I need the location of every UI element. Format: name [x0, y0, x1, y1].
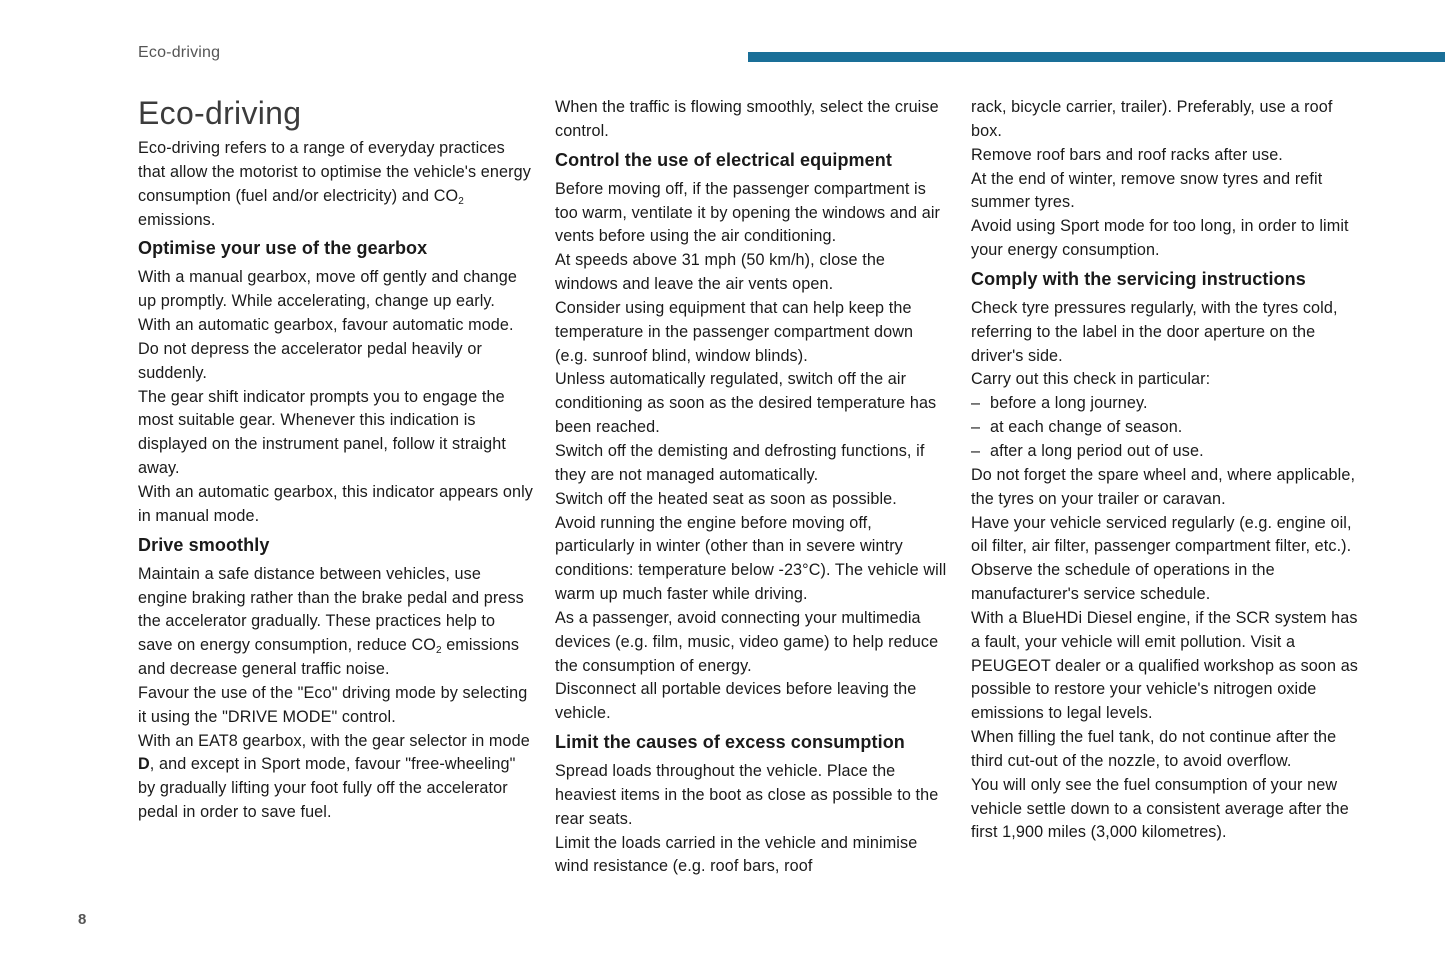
excess-paragraph-4: At the end of winter, remove snow tyres and refit summer tyres.	[971, 169, 1323, 212]
electrical-paragraph-3: Consider using equipment that can help keep the temperature in the passenger compartment down (e.g. sunroof blind, window blinds).	[555, 298, 914, 365]
servicing-paragraph-1: Check tyre pressures regularly, with the tyres cold, referring to the label in the door aperture on the driver's side.	[971, 298, 1338, 365]
electrical-paragraph-1: Before moving off, if the passenger compartment is too warm, ventilate it by opening the windows and air vents before using the air conditioning.	[555, 179, 941, 246]
smooth-text: With an EAT8 gearbox, with the gear selector in mode	[138, 731, 530, 750]
smooth-paragraph-2: Favour the use of the "Eco" driving mode by selecting it using the "DRIVE MODE" control.	[138, 683, 528, 726]
dash-bullet: –	[971, 394, 981, 413]
list-item	[971, 392, 1366, 416]
electrical-paragraph-7: Avoid running the engine before moving off, particularly in winter (other than in severe wintry conditions: temperature below -23°C). The vehicle will warm up much faster while driving.	[555, 513, 947, 604]
list-item-text: after a long period out of use.	[990, 441, 1204, 460]
cruise-paragraph: When the traffic is flowing smoothly, select the cruise control.	[555, 98, 939, 140]
list-item	[971, 416, 1366, 440]
excess-paragraph-3: Remove roof bars and roof racks after use.	[971, 145, 1283, 164]
servicing-paragraph-4: Have your vehicle serviced regularly (e.g. engine oil, oil filter, air filter, passenger compartment filter, etc.). Observe the schedule of operations in the manufacturer's service schedule.	[971, 513, 1352, 604]
excess-paragraph-2-continued: rack, bicycle carrier, trailer). Preferably, use a roof box.	[971, 98, 1333, 140]
gearbox-paragraph-4: With an automatic gearbox, this indicator appears only in manual mode.	[138, 482, 534, 525]
servicing-paragraph-2: Carry out this check in particular:	[971, 370, 1211, 389]
servicing-paragraph-3: Do not forget the spare wheel and, where applicable, the tyres on your trailer or caravan.	[971, 465, 1356, 508]
electrical-paragraph-9: Disconnect all portable devices before leaving the vehicle.	[555, 680, 917, 723]
servicing-paragraph-5: With a BlueHDi Diesel engine, if the SCR system has a fault, your vehicle will emit pollution. Visit a PEUGEOT dealer or a qualified workshop as soon as possible to restore your vehicle's nitrogen oxide emissions to legal levels.	[971, 608, 1359, 723]
excess-paragraph-5: Avoid using Sport mode for too long, in order to limit your energy consumption.	[971, 217, 1349, 260]
servicing-paragraph-6: When filling the fuel tank, do not continue after the third cut-out of the nozzle, to avoid overflow.	[971, 728, 1337, 770]
electrical-paragraph-2: At speeds above 31 mph (50 km/h), close the windows and leave the air vents open.	[555, 251, 886, 294]
section-accent-bar	[748, 52, 1445, 62]
section-header-label: Eco-driving	[138, 44, 221, 61]
intro-paragraph	[138, 137, 533, 232]
smooth-paragraph-1	[138, 563, 533, 682]
page-title: Eco-driving	[138, 95, 302, 131]
dash-bullet: –	[971, 441, 981, 460]
co2-subscript: 2	[435, 645, 442, 657]
electrical-paragraph-6: Switch off the heated seat as soon as possible.	[555, 489, 897, 508]
column-3	[971, 96, 1366, 845]
check-occasions-list	[971, 392, 1366, 464]
column-1	[138, 95, 533, 825]
heading-electrical: Control the use of electrical equipment	[555, 149, 892, 170]
page-number: 8	[78, 911, 87, 928]
excess-paragraph-1: Spread loads throughout the vehicle. Place the heaviest items in the boot as close as possible to the rear seats.	[555, 762, 939, 828]
intro-text-end: emissions.	[138, 210, 216, 229]
list-item	[971, 440, 1366, 464]
co2-subscript: 2	[458, 195, 464, 207]
electrical-paragraph-8: As a passenger, avoid connecting your multimedia devices (e.g. film, music, video game) to help reduce the consumption of energy.	[555, 608, 939, 675]
electrical-paragraph-4: Unless automatically regulated, switch off the air conditioning as soon as the desired temperature has been reached.	[555, 370, 937, 437]
electrical-paragraph-5: Switch off the demisting and defrosting functions, if they are not managed automatically.	[555, 441, 925, 484]
dash-bullet: –	[971, 418, 981, 437]
heading-drive-smoothly: Drive smoothly	[138, 534, 270, 555]
smooth-paragraph-3	[138, 730, 533, 825]
gearbox-paragraph-3: The gear shift indicator prompts you to engage the most suitable gear. Whenever this indication is displayed on the instrument panel, follow it straight away.	[138, 387, 506, 478]
smooth-text: Maintain a safe distance between vehicles, use engine braking rather than the brake pedal and press the accelerator gradually. These practices help to save on energy consumption, reduce CO	[138, 564, 524, 655]
intro-text: Eco-driving refers to a range of everyday practices that allow the motorist to optimise the vehicle's energy consumption (fuel and/or electricity) and CO	[138, 139, 531, 205]
servicing-paragraph-7: You will only see the fuel consumption of your new vehicle settle down to a consistent average after the first 1,900 miles (3,000 kilometres).	[971, 775, 1349, 842]
heading-servicing: Comply with the servicing instructions	[971, 268, 1306, 289]
gearbox-paragraph-2: With an automatic gearbox, favour automatic mode. Do not depress the accelerator pedal heavily or suddenly.	[138, 316, 514, 382]
excess-paragraph-2: Limit the loads carried in the vehicle and minimise wind resistance (e.g. roof bars, roof	[555, 833, 918, 876]
column-2	[555, 96, 950, 879]
smooth-text-end: emissions and decrease general traffic noise.	[138, 636, 520, 679]
heading-gearbox: Optimise your use of the gearbox	[138, 238, 428, 259]
gearbox-paragraph-1: With a manual gearbox, move off gently and change up promptly. While accelerating, change up early.	[138, 268, 517, 311]
smooth-text-end: , and except in Sport mode, favour "free-wheeling" by gradually lifting your foot fully off the accelerator pedal in order to save fuel.	[138, 755, 516, 822]
list-item-text: at each change of season.	[990, 418, 1183, 437]
list-item-text: before a long journey.	[990, 394, 1148, 413]
heading-excess-consumption: Limit the causes of excess consumption	[555, 732, 905, 753]
gear-mode-d: D	[138, 755, 150, 774]
